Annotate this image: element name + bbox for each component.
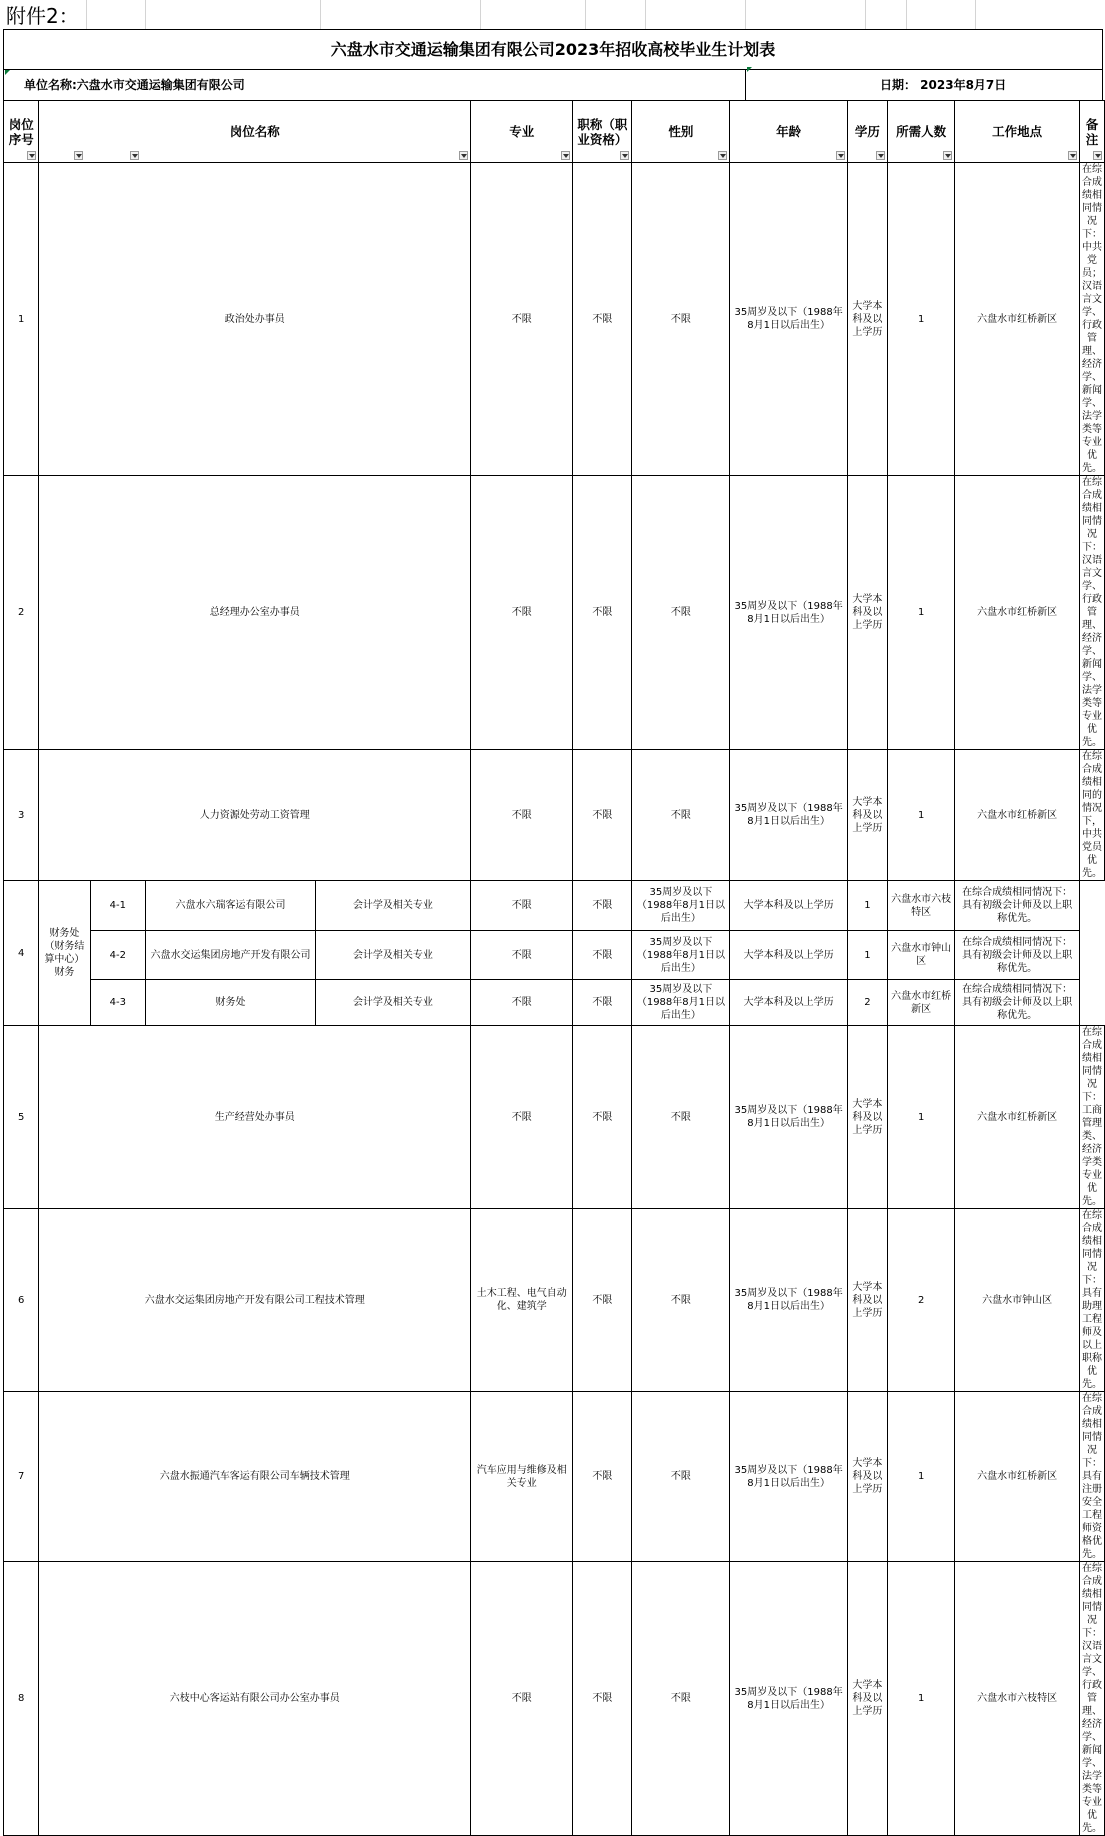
- cell-count[interactable]: 1: [847, 931, 887, 980]
- cell-education[interactable]: 大学本科及以上学历: [730, 881, 847, 931]
- filter-dropdown-icon[interactable]: [27, 151, 36, 160]
- cell-count[interactable]: 1: [888, 1392, 955, 1562]
- cell-gender[interactable]: 不限: [632, 1562, 730, 1836]
- cell-age[interactable]: 35周岁及以下（1988年8月1日以后出生）: [632, 980, 730, 1026]
- cell-age[interactable]: 35周岁及以下（1988年8月1日以后出生）: [730, 1392, 847, 1562]
- cell-position[interactable]: 人力资源处劳动工资管理: [39, 750, 471, 881]
- cell-count[interactable]: 1: [847, 881, 887, 931]
- cell-seq[interactable]: 2: [4, 476, 39, 750]
- sheet-title[interactable]: [3, 29, 1103, 69]
- cell-count[interactable]: 2: [888, 1209, 955, 1392]
- cell-note[interactable]: 在综合成绩相同情况下：汉语言文学、行政管理、经济学、新闻学、法学类等专业优先。: [1080, 476, 1105, 750]
- cell-position[interactable]: 总经理办公室办事员: [39, 476, 471, 750]
- cell-position[interactable]: 六盘水振通汽车客运有限公司车辆技术管理: [39, 1392, 471, 1562]
- cell-seq[interactable]: 6: [4, 1209, 39, 1392]
- cell-group[interactable]: 财务处（财务结算中心）财务: [39, 881, 90, 1026]
- cell-note[interactable]: 在综合成绩相同情况下：中共党员；汉语言文学、行政管理、经济学、新闻学、法学类等专业优先。: [1080, 163, 1105, 476]
- cell-note[interactable]: 在综合成绩相同情况下：具有助理工程师及以上职称优先。: [1080, 1209, 1105, 1392]
- unit-row: [3, 69, 1103, 101]
- cell-count[interactable]: 1: [888, 163, 955, 476]
- cell-count[interactable]: 2: [847, 980, 887, 1026]
- header-position[interactable]: 岗位名称: [39, 101, 471, 163]
- cell-gender[interactable]: 不限: [632, 163, 730, 476]
- cell-count[interactable]: 1: [888, 1562, 955, 1836]
- cell-major[interactable]: 不限: [471, 750, 573, 881]
- cell-position[interactable]: 六盘水交运集团房地产开发有限公司: [146, 931, 316, 980]
- cell-title[interactable]: 不限: [573, 1392, 632, 1562]
- header-count[interactable]: 所需人数: [888, 101, 955, 163]
- cell-seq[interactable]: 8: [4, 1562, 39, 1836]
- cell-major[interactable]: 会计学及相关专业: [315, 980, 470, 1026]
- cell-gender[interactable]: 不限: [632, 750, 730, 881]
- filter-dropdown-icon[interactable]: [620, 151, 629, 160]
- cell-education[interactable]: 大学本科及以上学历: [847, 1392, 887, 1562]
- header-note[interactable]: 备注: [1080, 101, 1105, 163]
- cell-age[interactable]: 35周岁及以下（1988年8月1日以后出生）: [632, 881, 730, 931]
- header-education[interactable]: 学历: [847, 101, 887, 163]
- cell-note[interactable]: 在综合成绩相同情况下：工商管理类、经济学类专业优先。: [1080, 1026, 1105, 1209]
- filter-dropdown-icon[interactable]: [130, 151, 139, 160]
- filter-dropdown-icon[interactable]: [561, 151, 570, 160]
- table-row: [4, 881, 1105, 931]
- cell-location[interactable]: 六盘水市红桥新区: [955, 1392, 1080, 1562]
- cell-education[interactable]: 大学本科及以上学历: [730, 931, 847, 980]
- cell-note[interactable]: 在综合成绩相同情况下：具有初级会计师及以上职称优先。: [955, 980, 1080, 1026]
- cell-education[interactable]: 大学本科及以上学历: [847, 163, 887, 476]
- cell-age[interactable]: 35周岁及以下（1988年8月1日以后出生）: [730, 1026, 847, 1209]
- cell-seq[interactable]: 7: [4, 1392, 39, 1562]
- cell-note[interactable]: 在综合成绩相同情况下：具有注册安全工程师资格优先。: [1080, 1392, 1105, 1562]
- cell-title[interactable]: 不限: [573, 476, 632, 750]
- comment-indicator-icon: [5, 70, 10, 75]
- cell-gender[interactable]: 不限: [573, 980, 632, 1026]
- header-title[interactable]: 职称（职业资格）: [573, 101, 632, 163]
- header-seq[interactable]: 岗位序号: [4, 101, 39, 163]
- sheet-title-text: 六盘水市交通运输集团有限公司2023年招收高校毕业生计划表: [330, 40, 776, 59]
- cell-position[interactable]: 生产经营处办事员: [39, 1026, 471, 1209]
- table-row: [4, 750, 1105, 881]
- header-age[interactable]: 年龄: [730, 101, 847, 163]
- cell-gender[interactable]: 不限: [573, 881, 632, 931]
- cell-count[interactable]: 1: [888, 1026, 955, 1209]
- header-location[interactable]: 工作地点: [955, 101, 1080, 163]
- cell-gender[interactable]: 不限: [632, 476, 730, 750]
- filter-dropdown-icon[interactable]: [1068, 151, 1077, 160]
- table-row: [4, 931, 1105, 980]
- header-major[interactable]: 专业: [471, 101, 573, 163]
- cell-gender[interactable]: 不限: [573, 931, 632, 980]
- cell-age[interactable]: 35周岁及以下（1988年8月1日以后出生）: [632, 931, 730, 980]
- cell-major[interactable]: 不限: [471, 476, 573, 750]
- table-row: [4, 1392, 1105, 1562]
- filter-dropdown-icon[interactable]: [74, 151, 83, 160]
- cell-title[interactable]: 不限: [471, 931, 573, 980]
- cell-title[interactable]: 不限: [471, 881, 573, 931]
- cell-major[interactable]: 会计学及相关专业: [315, 931, 470, 980]
- cell-subseq[interactable]: 4-2: [90, 931, 146, 980]
- cell-seq[interactable]: 1: [4, 163, 39, 476]
- filter-dropdown-icon[interactable]: [876, 151, 885, 160]
- table-row: [4, 1562, 1105, 1836]
- cell-position[interactable]: 六盘水六瑞客运有限公司: [146, 881, 316, 931]
- cell-gender[interactable]: 不限: [632, 1026, 730, 1209]
- cell-seq[interactable]: 4: [4, 881, 39, 1026]
- date-label[interactable]: 日期： 2023年8月7日: [880, 78, 1007, 92]
- cell-location[interactable]: 六盘水市钟山区: [955, 1209, 1080, 1392]
- cell-gender[interactable]: 不限: [632, 1392, 730, 1562]
- annex-label: 附件2：: [6, 4, 79, 28]
- table-row: [4, 1209, 1105, 1392]
- header-row: [4, 101, 1105, 163]
- cell-major[interactable]: 不限: [471, 163, 573, 476]
- cell-education[interactable]: 大学本科及以上学历: [847, 1026, 887, 1209]
- cell-education[interactable]: 大学本科及以上学历: [730, 980, 847, 1026]
- table-row: [4, 1026, 1105, 1209]
- cell-location[interactable]: 六盘水市六枝特区: [888, 881, 955, 931]
- cell-major[interactable]: 土木工程、电气自动化、建筑学: [471, 1209, 573, 1392]
- cell-education[interactable]: 大学本科及以上学历: [847, 1209, 887, 1392]
- cell-note[interactable]: 在综合成绩相同情况下：汉语言文学、行政管理、经济学、新闻学、法学类等专业优先。: [1080, 1562, 1105, 1836]
- cell-position[interactable]: 政治处办事员: [39, 163, 471, 476]
- cell-major[interactable]: 不限: [471, 1562, 573, 1836]
- cell-seq[interactable]: 5: [4, 1026, 39, 1209]
- cell-note[interactable]: 在综合成绩相同情况下：具有初级会计师及以上职称优先。: [955, 881, 1080, 931]
- cell-major[interactable]: 不限: [471, 1026, 573, 1209]
- filter-dropdown-icon[interactable]: [718, 151, 727, 160]
- cell-count[interactable]: 1: [888, 476, 955, 750]
- filter-dropdown-icon[interactable]: [459, 151, 468, 160]
- cell-age[interactable]: 35周岁及以下（1988年8月1日以后出生）: [730, 163, 847, 476]
- cell-position[interactable]: 六盘水交运集团房地产开发有限公司工程技术管理: [39, 1209, 471, 1392]
- cell-title[interactable]: 不限: [573, 163, 632, 476]
- header-gender[interactable]: 性别: [632, 101, 730, 163]
- cell-education[interactable]: 大学本科及以上学历: [847, 476, 887, 750]
- cell-education[interactable]: 大学本科及以上学历: [847, 1562, 887, 1836]
- cell-age[interactable]: 35周岁及以下（1988年8月1日以后出生）: [730, 1562, 847, 1836]
- cell-gender[interactable]: 不限: [632, 1209, 730, 1392]
- cell-location[interactable]: 六盘水市钟山区: [888, 931, 955, 980]
- cell-location[interactable]: 六盘水市红桥新区: [888, 980, 955, 1026]
- cell-education[interactable]: 大学本科及以上学历: [847, 750, 887, 881]
- cell-subseq[interactable]: 4-3: [90, 980, 146, 1026]
- cell-location[interactable]: 六盘水市红桥新区: [955, 1026, 1080, 1209]
- cell-major[interactable]: 会计学及相关专业: [315, 881, 470, 931]
- cell-age[interactable]: 35周岁及以下（1988年8月1日以后出生）: [730, 750, 847, 881]
- cell-note[interactable]: 在综合成绩相同情况下：具有初级会计师及以上职称优先。: [955, 931, 1080, 980]
- cell-location[interactable]: 六盘水市红桥新区: [955, 750, 1080, 881]
- cell-title[interactable]: 不限: [471, 980, 573, 1026]
- cell-title[interactable]: 不限: [573, 1562, 632, 1836]
- cell-location[interactable]: 六盘水市六枝特区: [955, 1562, 1080, 1836]
- filter-dropdown-icon[interactable]: [1093, 151, 1102, 160]
- filter-dropdown-icon[interactable]: [943, 151, 952, 160]
- cell-note[interactable]: 在综合成绩相同的情况下，中共党员优先。: [1080, 750, 1105, 881]
- cell-position[interactable]: 财务处: [146, 980, 316, 1026]
- cell-major[interactable]: 汽车应用与维修及相关专业: [471, 1392, 573, 1562]
- cell-title[interactable]: 不限: [573, 1209, 632, 1392]
- table-row: [4, 980, 1105, 1026]
- cell-age[interactable]: 35周岁及以下（1988年8月1日以后出生）: [730, 1209, 847, 1392]
- cell-title[interactable]: 不限: [573, 750, 632, 881]
- cell-age[interactable]: 35周岁及以下（1988年8月1日以后出生）: [730, 476, 847, 750]
- cell-seq[interactable]: 3: [4, 750, 39, 881]
- filter-dropdown-icon[interactable]: [836, 151, 845, 160]
- cell-title[interactable]: 不限: [573, 1026, 632, 1209]
- cell-location[interactable]: 六盘水市红桥新区: [955, 163, 1080, 476]
- table-row: [4, 163, 1105, 476]
- comment-indicator-icon: [747, 67, 752, 72]
- cell-location[interactable]: 六盘水市红桥新区: [955, 476, 1080, 750]
- unit-name[interactable]: 单位名称:六盘水市交通运输集团有限公司: [24, 78, 245, 92]
- plan-table: [3, 100, 1105, 1836]
- table-row: [4, 476, 1105, 750]
- cell-position[interactable]: 六枝中心客运站有限公司办公室办事员: [39, 1562, 471, 1836]
- cell-count[interactable]: 1: [888, 750, 955, 881]
- cell-subseq[interactable]: 4-1: [90, 881, 146, 931]
